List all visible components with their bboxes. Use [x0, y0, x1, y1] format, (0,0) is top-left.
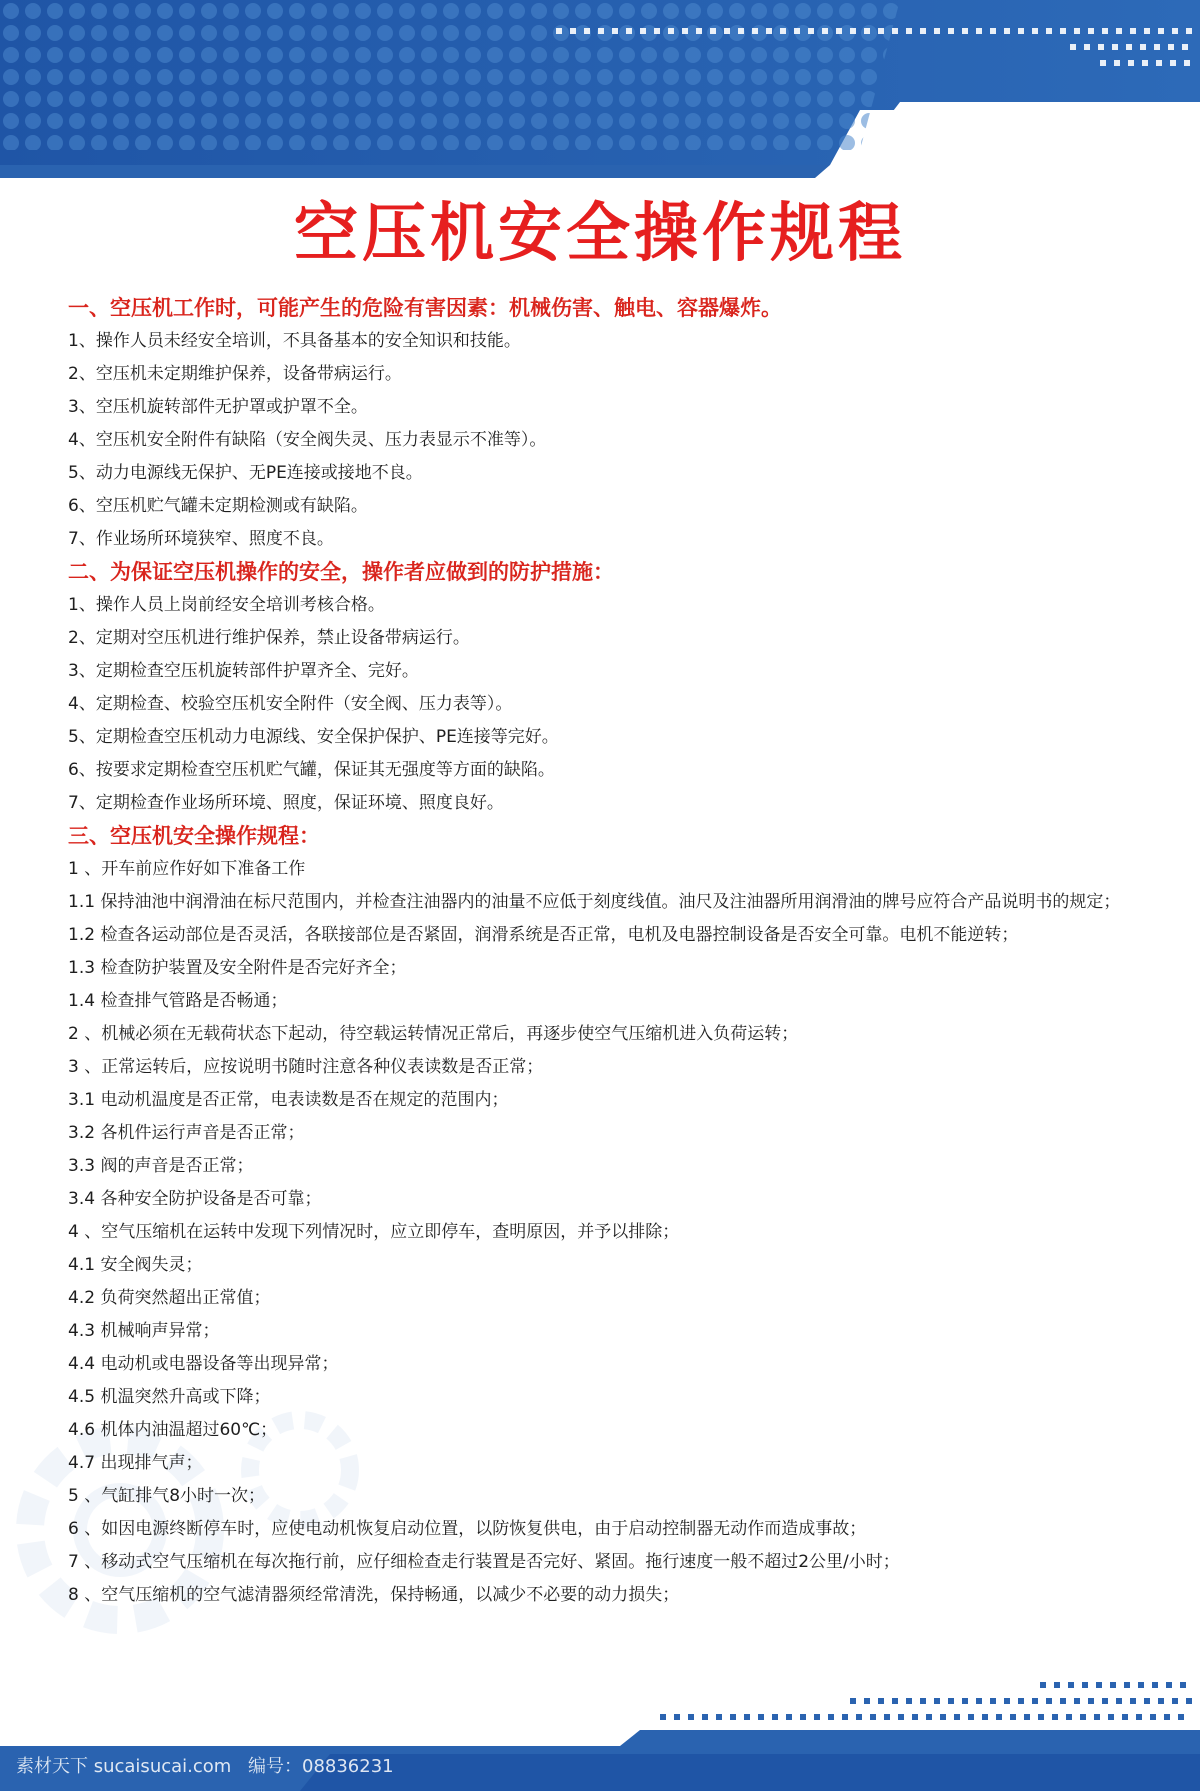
- list-item: 1、操作人员上岗前经安全培训考核合格。: [68, 595, 385, 615]
- list-item: 5、动力电源线无保护、无PE连接或接地不良。: [68, 463, 423, 483]
- section-heading: 一、空压机工作时，可能产生的危险有害因素：机械伤害、触电、容器爆炸。: [68, 296, 782, 320]
- header-decoration: [0, 0, 1200, 200]
- page-title: 空压机安全操作规程: [294, 197, 906, 271]
- list-item: 1.4 检查排气管路是否畅通；: [68, 991, 288, 1011]
- list-item: 4.5 机温突然升高或下降；: [68, 1387, 271, 1407]
- document-body: [68, 292, 1143, 1612]
- section-2: [68, 556, 1143, 820]
- section-3: [68, 820, 1143, 1612]
- list-item: 3、定期检查空压机旋转部件护罩齐全、完好。: [68, 661, 419, 681]
- list-item: 7、作业场所环境狭窄、照度不良。: [68, 529, 334, 549]
- watermark-id: 编号：08836231: [248, 1756, 394, 1777]
- list-item: 2、定期对空压机进行维护保养，禁止设备带病运行。: [68, 628, 470, 648]
- list-item: 3、空压机旋转部件无护罩或护罩不全。: [68, 397, 368, 417]
- list-item: 1.1 保持油池中润滑油在标尺范围内，并检查注油器内的油量不应低于刻度线值。油尺及注油器所用润滑油的牌号应符合产品说明书的规定；: [68, 892, 1121, 912]
- list-item: 3.2 各机件运行声音是否正常；: [68, 1123, 305, 1143]
- section-heading: 三、空压机安全操作规程：: [68, 824, 320, 848]
- list-item: 4 、空气压缩机在运转中发现下列情况时，应立即停车，查明原因，并予以排除；: [68, 1222, 680, 1242]
- list-item: 4.6 机体内油温超过60℃；: [68, 1420, 278, 1440]
- list-item: 1.3 检查防护装置及安全附件是否完好齐全；: [68, 958, 407, 978]
- section-heading: 二、为保证空压机操作的安全，操作者应做到的防护措施：: [68, 560, 614, 584]
- list-item: 6、空压机贮气罐未定期检测或有缺陷。: [68, 496, 368, 516]
- watermark-site: 素材天下 sucaisucai.com: [16, 1756, 232, 1777]
- list-item: 7 、移动式空气压缩机在每次拖行前，应仔细检查走行装置是否完好、紧固。拖行速度一般不超过2公里/小时；: [68, 1552, 900, 1572]
- list-item: 4.3 机械响声异常；: [68, 1321, 220, 1341]
- list-item: 3.1 电动机温度是否正常，电表读数是否在规定的范围内；: [68, 1090, 509, 1110]
- list-item: 3.4 各种安全防护设备是否可靠；: [68, 1189, 322, 1209]
- list-item: 4、空压机安全附件有缺陷（安全阀失灵、压力表显示不准等）。: [68, 430, 547, 450]
- list-item: 4.7 出现排气声；: [68, 1453, 203, 1473]
- list-item: 4、定期检查、校验空压机安全附件（安全阀、压力表等）。: [68, 694, 513, 714]
- list-item: 5、定期检查空压机动力电源线、安全保护保护、PE连接等完好。: [68, 727, 559, 747]
- list-item: 7、定期检查作业场所环境、照度，保证环境、照度良好。: [68, 793, 504, 813]
- list-item: 1 、开车前应作好如下准备工作: [68, 859, 306, 879]
- list-item: 3.3 阀的声音是否正常；: [68, 1156, 254, 1176]
- list-item: 2、空压机未定期维护保养，设备带病运行。: [68, 364, 402, 384]
- list-item: 8 、空气压缩机的空气滤清器须经常清洗，保持畅通，以减少不必要的动力损失；: [68, 1585, 680, 1605]
- list-item: 5 、气缸排气8小时一次；: [68, 1486, 266, 1506]
- list-item: 4.4 电动机或电器设备等出现异常；: [68, 1354, 339, 1374]
- list-item: 1、操作人员未经安全培训，不具备基本的安全知识和技能。: [68, 331, 521, 351]
- list-item: 1.2 检查各运动部位是否灵活，各联接部位是否紧固，润滑系统是否正常，电机及电器控制设备是否安全可靠。电机不能逆转；: [68, 925, 1019, 945]
- list-item: 6 、如因电源终断停车时，应使电动机恢复启动位置，以防恢复供电，由于启动控制器无动作而造成事故；: [68, 1519, 867, 1539]
- list-item: 6、按要求定期检查空压机贮气罐，保证其无强度等方面的缺陷。: [68, 760, 555, 780]
- list-item: 3 、正常运转后，应按说明书随时注意各种仪表读数是否正常；: [68, 1057, 544, 1077]
- list-item: 2 、机械必须在无载荷状态下起动，待空载运转情况正常后，再逐步使空气压缩机进入负荷运转；: [68, 1024, 799, 1044]
- list-item: 4.1 安全阀失灵；: [68, 1255, 203, 1275]
- section-1: [68, 292, 1143, 556]
- list-item: 4.2 负荷突然超出正常值；: [68, 1288, 271, 1308]
